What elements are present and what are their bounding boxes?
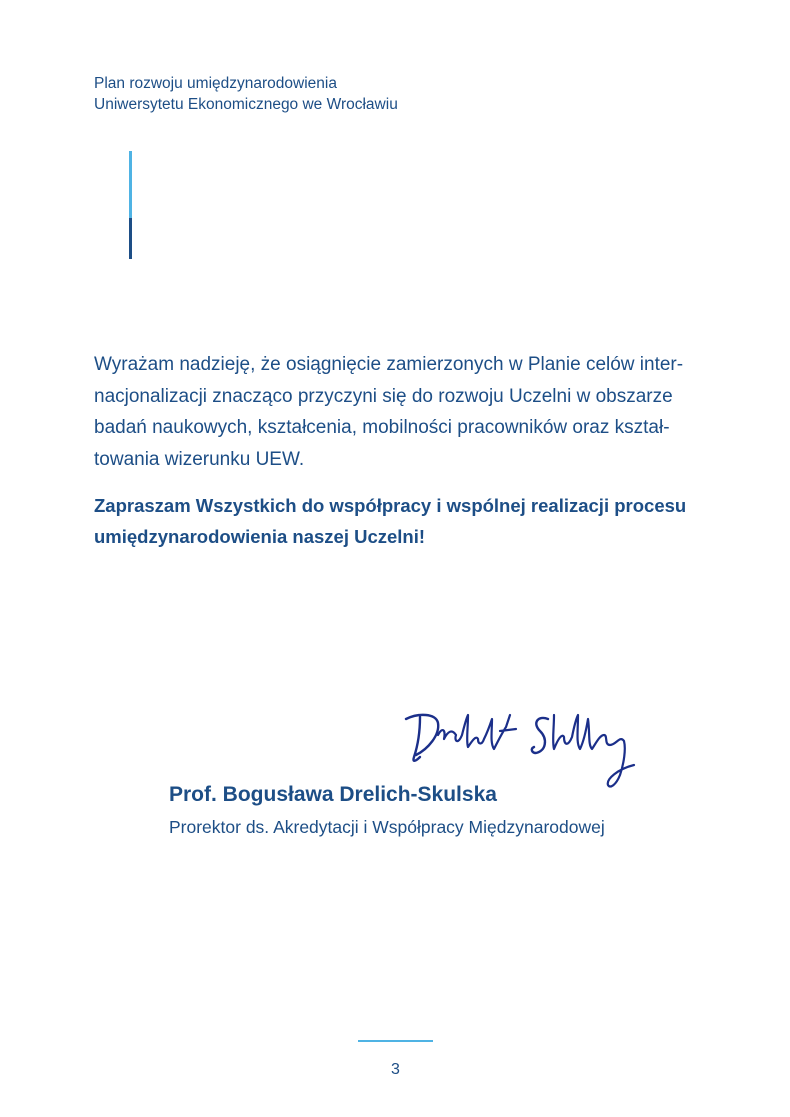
body-line: badań naukowych, kształcenia, mobilności pracowników oraz kształ- — [94, 417, 670, 438]
body-line: towania wizerunku UEW. — [94, 448, 305, 470]
running-header — [94, 73, 398, 115]
signature-stroke-kulska — [553, 715, 634, 787]
header-line-1: Plan rozwoju umiędzynarodowienia — [94, 75, 337, 92]
body-line: nacjonalizacji znacząco przyczyni się do rozwoju Uczelni w obszarze — [94, 385, 673, 407]
signature-stroke-s — [532, 718, 548, 753]
signature-stroke-relich — [438, 715, 516, 749]
signer-title: Prorektor ds. Akredytacji i Współpracy Międzynarodowej — [169, 817, 605, 837]
closing-line: umiędzynarodowienia naszej Uczelni! — [94, 526, 426, 547]
page-number: 3 — [391, 1061, 400, 1078]
body-paragraph — [94, 349, 704, 475]
signer-name: Prof. Bogusława Drelich-Skulska — [169, 783, 497, 806]
accent-bar-dark — [129, 218, 132, 259]
body-line: Wyrażam nadzieję, że osiągnięcie zamierzonych w Planie celów inter- — [94, 354, 684, 375]
closing-paragraph — [94, 490, 704, 552]
accent-bar — [129, 151, 132, 259]
header-line-2: Uniwersytetu Ekonomicznego we Wrocławiu — [94, 96, 398, 113]
closing-line: Zapraszam Wszystkich do współpracy i wspólnej realizacji procesu — [94, 495, 687, 516]
footer-divider — [358, 1040, 433, 1042]
signature-stroke-d — [406, 715, 438, 761]
accent-bar-light — [129, 151, 132, 218]
